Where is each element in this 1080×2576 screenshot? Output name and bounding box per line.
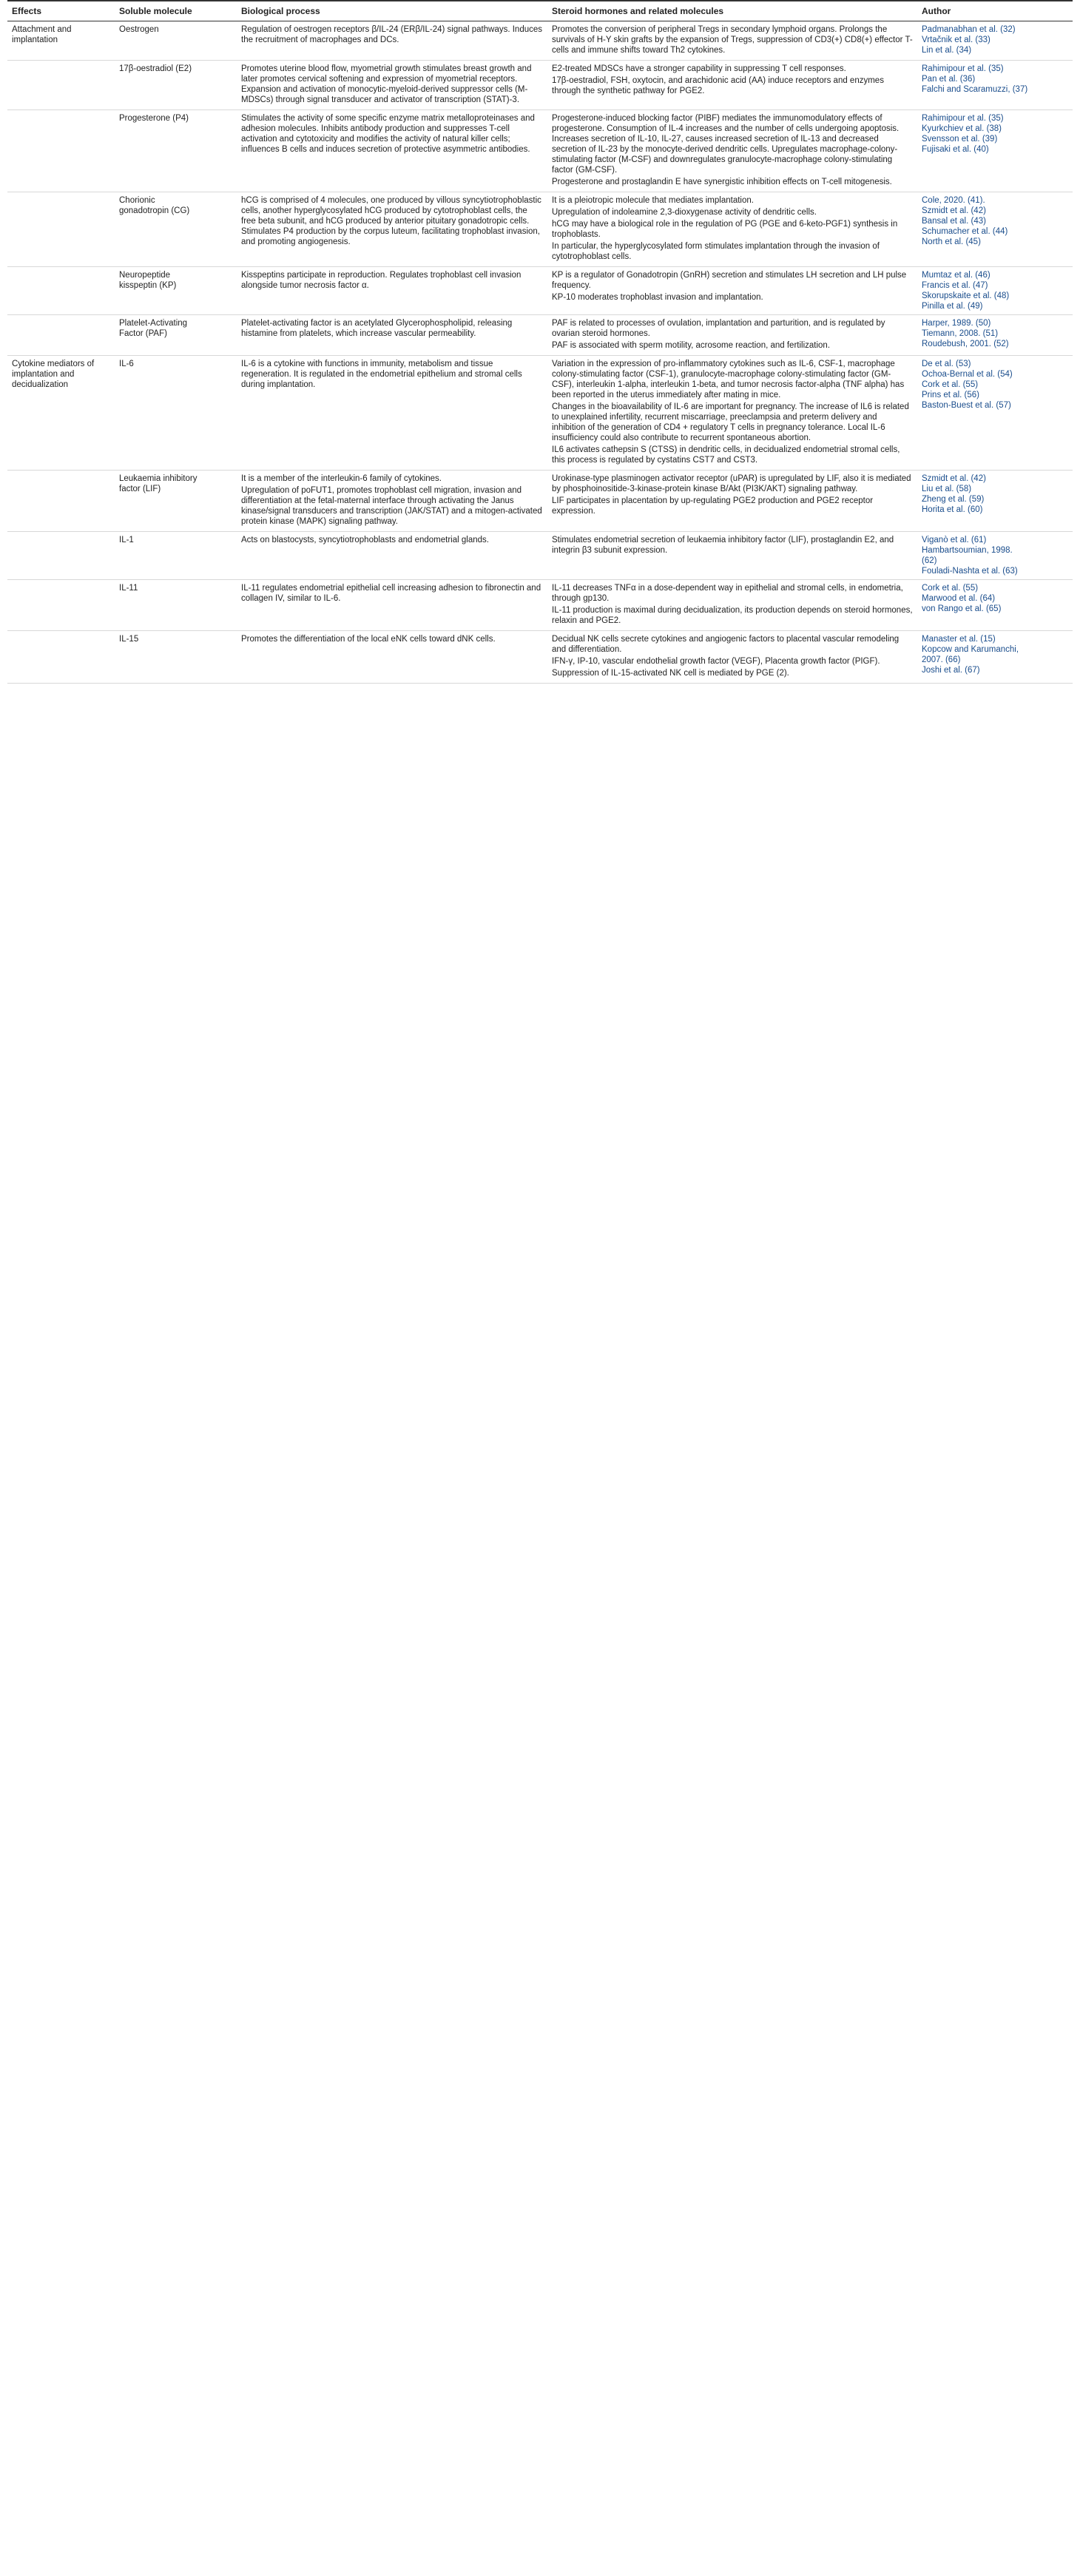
author-reference-link[interactable]: Cork et al. (55) xyxy=(922,584,979,593)
steroid-cell xyxy=(547,356,917,471)
author-reference-link[interactable]: Fujisaki et al. (40) xyxy=(922,145,989,154)
biological-process-text: IL-6 is a cytokine with functions in immunity, metabolism and tissue regeneration. It is regulated in the endometrial epithelium and stromal cells during implantation. xyxy=(241,360,522,389)
author-reference-link[interactable]: Cole, 2020. (41). xyxy=(922,196,985,205)
biological-process-text: Upregulation of poFUT1, promotes trophoblast cell migration, invasion and differentiation at the fetal-maternal interface through activating the Janus kinase/signal transducers and transcription (JAK/STAT) and a mitogen-activated protein kinase (MAPK) signaling pathway. xyxy=(241,486,542,526)
steroid-text: E2-treated MDSCs have a stronger capability in suppressing T cell responses. xyxy=(552,64,846,73)
author-reference-link[interactable]: (62) xyxy=(922,556,937,565)
table-body xyxy=(7,21,1073,684)
table-row xyxy=(7,532,1073,580)
steroid-text: IFN-γ, IP-10, vascular endothelial growth factor (VEGF), Placenta growth factor (PIGF). xyxy=(552,657,880,666)
molecule-cell xyxy=(115,21,237,61)
author-reference-link[interactable]: Ochoa-Bernal et al. (54) xyxy=(922,370,1013,379)
header-effects: Effects xyxy=(7,1,115,21)
author-reference-link[interactable]: Lin et al. (34) xyxy=(922,46,972,55)
molecule-name: Progesterone (P4) xyxy=(119,114,189,123)
steroid-text: Promotes the conversion of peripheral Tregs in secondary lymphoid organs. Prolongs the survivals of H-Y skin grafts by the expansion of Tregs, suppression of CD3(+) CD8(+) effector T-cells and immune shifts toward Th2 cytokines. xyxy=(552,25,913,55)
steroid-text: In particular, the hyperglycosylated form stimulates implantation through the invasion of cytotrophoblast cells. xyxy=(552,242,880,261)
biological-process-cell xyxy=(237,192,547,267)
steroid-text: IL6 activates cathepsin S (CTSS) in dendritic cells, in decidualized endometrial stromal cells, this process is regulated by cystatins CST7 and CST3. xyxy=(552,445,900,465)
steroid-text: Stimulates endometrial secretion of leukaemia inhibitory factor (LIF), prostaglandin E2, and integrin β3 subunit expression. xyxy=(552,536,894,555)
steroid-text: Progesterone and prostaglandin E have synergistic inhibition effects on T-cell mitogenesis. xyxy=(552,178,892,186)
table-row xyxy=(7,110,1073,192)
table-row xyxy=(7,192,1073,267)
author-reference-link[interactable]: Harper, 1989. (50) xyxy=(922,319,991,328)
steroid-cell xyxy=(547,532,917,580)
table-row xyxy=(7,21,1073,61)
author-reference-link[interactable]: Rahimipour et al. (35) xyxy=(922,114,1004,123)
author-reference-link[interactable]: Mumtaz et al. (46) xyxy=(922,271,990,280)
steroid-text: 17β-oestradiol, FSH, oxytocin, and arachidonic acid (AA) induce receptors and enzymes through the synthetic pathway for PGE2. xyxy=(552,76,884,95)
steroid-cell xyxy=(547,580,917,631)
steroid-cell xyxy=(547,267,917,315)
header-author: Author xyxy=(917,1,1073,21)
molecule-cell xyxy=(115,267,237,315)
table-row xyxy=(7,356,1073,471)
molecule-name: Oestrogen xyxy=(119,25,159,34)
author-reference-link[interactable]: Horita et al. (60) xyxy=(922,505,983,514)
steroid-text: LIF participates in placentation by up-regulating PGE2 production and PGE2 receptor expression. xyxy=(552,496,874,516)
biological-process-cell xyxy=(237,61,547,110)
author-reference-link[interactable]: Schumacher et al. (44) xyxy=(922,227,1008,236)
steroid-text: Urokinase-type plasminogen activator receptor (uPAR) is upregulated by LIF, also it is mediated by phosphoinositide-3-kinase-protein kinase B/Akt (PI3K/AKT) signaling pathway. xyxy=(552,474,911,493)
author-cell xyxy=(917,580,1073,631)
biological-process-text: IL-11 regulates endometrial epithelial cell increasing adhesion to fibronectin and collagen IV, similar to IL-6. xyxy=(241,584,541,603)
table-row xyxy=(7,471,1073,532)
biological-process-cell xyxy=(237,580,547,631)
author-reference-link[interactable]: Padmanabhan et al. (32) xyxy=(922,25,1016,34)
biological-process-text: Regulation of oestrogen receptors β/IL-24 (ERβ/IL-24) signal pathways. Induces the recruitment of macrophages and DCs. xyxy=(241,25,543,44)
biological-process-cell xyxy=(237,532,547,580)
author-reference-link[interactable]: von Rango et al. (65) xyxy=(922,604,1002,613)
table-row xyxy=(7,631,1073,684)
author-cell xyxy=(917,532,1073,580)
effect-cell xyxy=(7,580,115,631)
steroid-cell xyxy=(547,61,917,110)
effect-cell xyxy=(7,267,115,315)
steroid-text: Variation in the expression of pro-inflammatory cytokines such as IL-6, CSF-1, macrophage colony-stimulating factor (CSF-1), granulocyte-macrophage colony-stimulating factor (GM-CSF), interleukin 1-alpha, interleukin 1-beta, and tumor necrosis factor-alpha (TNF alpha) has been reported in the uterus immediately after mating in mice. xyxy=(552,360,905,399)
author-reference-link[interactable]: Hambartsoumian, 1998. xyxy=(922,546,1013,555)
table-row xyxy=(7,61,1073,110)
author-reference-link[interactable]: 2007. (66) xyxy=(922,655,961,664)
effect-cell xyxy=(7,356,115,471)
author-cell xyxy=(917,21,1073,61)
author-reference-link[interactable]: North et al. (45) xyxy=(922,237,981,246)
author-reference-link[interactable]: Kopcow and Karumanchi, xyxy=(922,645,1019,654)
author-reference-link[interactable]: Prins et al. (56) xyxy=(922,391,979,399)
steroid-cell xyxy=(547,315,917,356)
biological-process-text: It is a member of the interleukin-6 family of cytokines. xyxy=(241,474,442,483)
steroid-text: PAF is associated with sperm motility, acrosome reaction, and fertilization. xyxy=(552,341,831,350)
table-row xyxy=(7,267,1073,315)
steroid-text: It is a pleiotropic molecule that mediates implantation. xyxy=(552,196,754,205)
effect-cell xyxy=(7,631,115,684)
effect-label: Cytokine mediators of implantation and decidualization xyxy=(12,360,95,389)
biological-process-text: Promotes the differentiation of the local eNK cells toward dNK cells. xyxy=(241,635,496,644)
biological-process-text: Kisspeptins participate in reproduction. Regulates trophoblast cell invasion alongside tumor necrosis factor α. xyxy=(241,271,522,290)
biological-process-cell xyxy=(237,110,547,192)
author-reference-link[interactable]: Szmidt et al. (42) xyxy=(922,474,986,483)
molecule-cell xyxy=(115,631,237,684)
author-cell xyxy=(917,356,1073,471)
biological-process-text: Promotes uterine blood flow, myometrial growth stimulates breast growth and later promotes cervical softening and expression of myometrial receptors. Expansion and activation of monocytic-myeloid-derived suppressor cells (M-MDSCs) through signal transducer and activator of transcription (STAT)-3. xyxy=(241,64,532,104)
molecule-cell xyxy=(115,110,237,192)
data-table xyxy=(7,0,1073,684)
biological-process-cell xyxy=(237,631,547,684)
header-biological-process: Biological process xyxy=(237,1,547,21)
biological-process-text: Platelet-activating factor is an acetylated Glycerophospholipid, releasing histamine from platelets, which increase vascular permeability. xyxy=(241,319,513,338)
header-soluble-molecule: Soluble molecule xyxy=(115,1,237,21)
author-reference-link[interactable]: Pan et al. (36) xyxy=(922,75,976,84)
author-reference-link[interactable]: Liu et al. (58) xyxy=(922,485,972,493)
molecule-cell xyxy=(115,61,237,110)
author-reference-link[interactable]: Pinilla et al. (49) xyxy=(922,302,983,311)
steroid-text: PAF is related to processes of ovulation, implantation and parturition, and is regulated by ovarian steroid hormones. xyxy=(552,319,885,338)
effect-cell xyxy=(7,532,115,580)
steroid-text: Changes in the bioavailability of IL-6 are important for pregnancy. The increase of IL6 is related to unexplained infertility, recurrent miscarriage, preeclampsia and preterm delivery and inhibition of the generation of CD4 + regulatory T cells in pregnancy tolerance. Local IL-6 insufficiency could also contribute to recurrent spontaneous abortion. xyxy=(552,402,909,442)
table-header xyxy=(7,1,1073,21)
author-reference-link[interactable]: Skorupskaite et al. (48) xyxy=(922,291,1010,300)
effect-cell xyxy=(7,192,115,267)
molecule-name: Neuropeptide kisspeptin (KP) xyxy=(119,271,177,290)
steroid-cell xyxy=(547,631,917,684)
author-cell xyxy=(917,631,1073,684)
author-cell xyxy=(917,471,1073,532)
table-row xyxy=(7,580,1073,631)
biological-process-text: Stimulates the activity of some specific enzyme matrix metalloproteinases and adhesion molecules. Inhibits antibody production and suppresses T-cell activation and cytotoxicity and modifies the activity of natural killer cells; influences B cells and induces secretion of protective asymmetric antibodies. xyxy=(241,114,535,154)
steroid-cell xyxy=(547,471,917,532)
author-reference-link[interactable]: Roudebush, 2001. (52) xyxy=(922,340,1009,348)
effect-cell xyxy=(7,21,115,61)
author-reference-link[interactable]: Viganò et al. (61) xyxy=(922,536,987,544)
steroid-text: KP-10 moderates trophoblast invasion and implantation. xyxy=(552,293,763,302)
effect-cell xyxy=(7,61,115,110)
author-reference-link[interactable]: Vrtačnik et al. (33) xyxy=(922,36,990,44)
molecule-name: IL-1 xyxy=(119,536,134,544)
author-cell xyxy=(917,315,1073,356)
steroid-text: Upregulation of indoleamine 2,3-dioxygenase activity of dendritic cells. xyxy=(552,208,817,217)
steroid-text: IL-11 production is maximal during decidualization, its production depends on steroid hormones, relaxin and PGE2. xyxy=(552,606,913,625)
molecule-name: IL-11 xyxy=(119,584,138,593)
table-row xyxy=(7,315,1073,356)
molecule-name: Chorionic gonadotropin (CG) xyxy=(119,196,190,215)
author-reference-link[interactable]: Cork et al. (55) xyxy=(922,380,979,389)
author-reference-link[interactable]: Szmidt et al. (42) xyxy=(922,206,986,215)
molecule-cell xyxy=(115,532,237,580)
biological-process-cell xyxy=(237,21,547,61)
author-reference-link[interactable]: Joshi et al. (67) xyxy=(922,666,980,675)
author-cell xyxy=(917,267,1073,315)
molecule-cell xyxy=(115,315,237,356)
author-cell xyxy=(917,61,1073,110)
author-reference-link[interactable]: Fouladi-Nashta et al. (63) xyxy=(922,567,1018,576)
molecule-name: Platelet-Activating Factor (PAF) xyxy=(119,319,188,338)
molecule-cell xyxy=(115,356,237,471)
effect-cell xyxy=(7,315,115,356)
steroid-text: Progesterone-induced blocking factor (PIBF) mediates the immunomodulatory effects of progesterone. Consumption of IL-4 increases and the number of cells undergoing apoptosis. Increases secretion of IL-10, IL-27, causes increased secretion of IL-13 and decreased secretion of IL-23 by the monocyte-derived dendritic cells. Upregulates macrophage-colony-stimulating factor (M-CSF) and downregulates granulocyte-macrophage colony-stimulating factor (GM-CSF). xyxy=(552,114,900,175)
author-reference-link[interactable]: Bansal et al. (43) xyxy=(922,217,986,226)
effect-cell xyxy=(7,110,115,192)
steroid-text: Suppression of IL-15-activated NK cell is mediated by PGE (2). xyxy=(552,669,789,678)
biological-process-cell xyxy=(237,356,547,471)
biological-process-cell xyxy=(237,471,547,532)
author-cell xyxy=(917,110,1073,192)
steroid-cell xyxy=(547,110,917,192)
author-reference-link[interactable]: Manaster et al. (15) xyxy=(922,635,996,644)
molecule-name: IL-15 xyxy=(119,635,139,644)
author-reference-link[interactable]: Kyurkchiev et al. (38) xyxy=(922,124,1002,133)
biological-process-cell xyxy=(237,267,547,315)
molecule-cell xyxy=(115,471,237,532)
molecule-name: 17β-oestradiol (E2) xyxy=(119,64,192,73)
biological-process-text: Acts on blastocysts, syncytiotrophoblasts and endometrial glands. xyxy=(241,536,489,544)
molecule-name: IL-6 xyxy=(119,360,134,368)
author-reference-link[interactable]: Rahimipour et al. (35) xyxy=(922,64,1004,73)
biological-process-cell xyxy=(237,315,547,356)
steroid-text: hCG may have a biological role in the regulation of PG (PGE and 6-keto-PGF1) synthesis in trophoblasts. xyxy=(552,220,898,239)
author-reference-link[interactable]: Francis et al. (47) xyxy=(922,281,988,290)
steroid-cell xyxy=(547,192,917,267)
header-steroid-hormones: Steroid hormones and related molecules xyxy=(547,1,917,21)
author-cell xyxy=(917,192,1073,267)
effect-cell xyxy=(7,471,115,532)
author-reference-link[interactable]: Falchi and Scaramuzzi, (37) xyxy=(922,85,1028,94)
author-reference-link[interactable]: Tiemann, 2008. (51) xyxy=(922,329,999,338)
author-reference-link[interactable]: Baston-Buest et al. (57) xyxy=(922,401,1011,410)
steroid-text: KP is a regulator of Gonadotropin (GnRH) secretion and stimulates LH secretion and LH pulse frequency. xyxy=(552,271,907,290)
author-reference-link[interactable]: De et al. (53) xyxy=(922,360,971,368)
effect-label: Attachment and implantation xyxy=(12,25,72,44)
molecule-cell xyxy=(115,192,237,267)
molecule-cell xyxy=(115,580,237,631)
steroid-text: IL-11 decreases TNFα in a dose-dependent way in epithelial and stromal cells, in endometria, through gp130. xyxy=(552,584,903,603)
author-reference-link[interactable]: Zheng et al. (59) xyxy=(922,495,985,504)
author-reference-link[interactable]: Svensson et al. (39) xyxy=(922,135,998,144)
steroid-cell xyxy=(547,21,917,61)
steroid-text: Decidual NK cells secrete cytokines and angiogenic factors to placental vascular remodeling and differentiation. xyxy=(552,635,900,654)
biological-process-text: hCG is comprised of 4 molecules, one produced by villous syncytiotrophoblastic cells, another hyperglycosylated hCG produced by cytotrophoblast cells, the free beta subunit, and hCG produced by anterior pituitary gonadotropic cells. Stimulates P4 production by the corpus luteum, facilitating trophoblast invasion, and promoting angiogenesis. xyxy=(241,196,541,246)
author-reference-link[interactable]: Marwood et al. (64) xyxy=(922,594,996,603)
molecule-name: Leukaemia inhibitory factor (LIF) xyxy=(119,474,198,493)
